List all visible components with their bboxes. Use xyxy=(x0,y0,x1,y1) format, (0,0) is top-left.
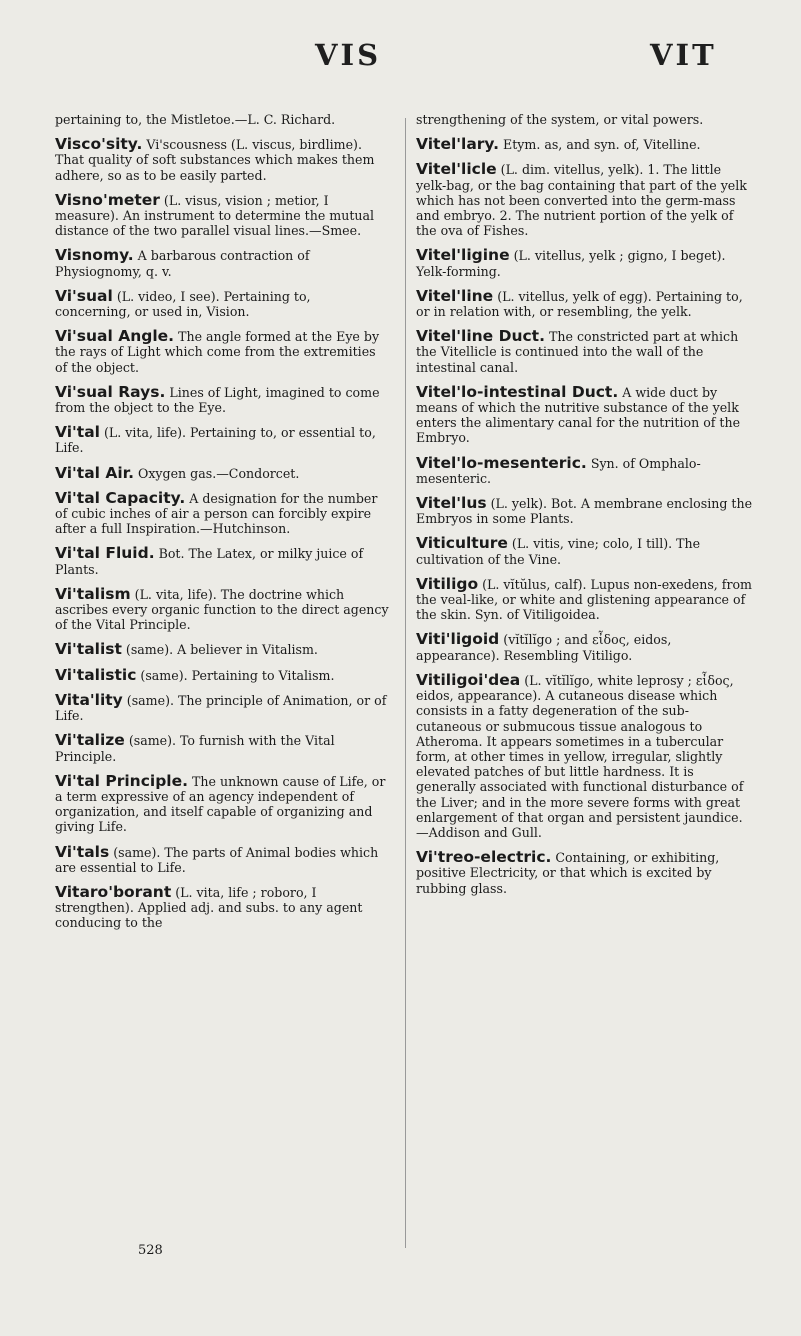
entry xyxy=(416,286,753,320)
headword: Vi'tal Principle. xyxy=(55,771,189,790)
entry-text: Syn. of Omphalo-mesenteric. xyxy=(416,455,701,486)
entry-text: A barbarous contraction of Physiognomy, q. v. xyxy=(55,248,310,279)
entry xyxy=(55,112,390,127)
headword: Vi'sual Rays. xyxy=(55,382,166,401)
entry xyxy=(416,632,753,662)
headword: Vitel'lo-intestinal Duct. xyxy=(416,382,619,401)
entry xyxy=(416,137,753,152)
headword: Vi'tals xyxy=(55,842,110,861)
entry-text: (L. vita, life). The doctrine which ascribes every organic function to the direct agency of the Vital Principle. xyxy=(55,586,389,633)
entry-text: (L. vĭtĭlĭgo, white leprosy ; εἶδος, eidos, appearance). A cutaneous disease which consists in a fatty degeneration of the sub-cutaneous or submucous tissue analogous to Atheroma. It appears sometimes in a tubercular form, at other times in yellow, irregular, slightly elevated patches of but little hardness. It is generally associated with functional disturbance of the Liver; and in the more severe forms with great enlargement of that organ and persistent jaundice.—Addison and Gull. xyxy=(416,672,744,840)
entry-text: (L. vita, life). Pertaining to, or essential to, Life. xyxy=(55,425,376,456)
entry-text: The unknown cause of Life, or a term expressive of an agency independent of organization, and itself capable of organizing and giving Life. xyxy=(55,773,386,835)
entry xyxy=(416,496,753,526)
headword: Vi'treo-electric. xyxy=(416,848,552,867)
headword: Vi'talize xyxy=(55,731,125,750)
headword: Vitaro'borant xyxy=(55,882,172,901)
entry xyxy=(55,382,390,416)
entry-text: (same). To furnish with the Vital Principle. xyxy=(55,733,335,764)
entry xyxy=(55,642,390,657)
headword: Vi'talism xyxy=(55,584,131,603)
entry xyxy=(55,665,390,684)
entry xyxy=(55,733,390,763)
right-column xyxy=(416,112,753,906)
headword: Vi'sual Angle. xyxy=(55,327,175,346)
entry xyxy=(416,453,753,486)
entry xyxy=(416,574,753,623)
headword: Vitel'licle xyxy=(416,160,497,179)
headword: Viticulture xyxy=(416,534,508,553)
entry xyxy=(55,771,390,835)
entry xyxy=(55,488,390,537)
entry-text: (vĭtĭlĭgo ; and εἶδος, eidos, appearance). Resembling Vitiligo. xyxy=(416,632,672,663)
entry xyxy=(416,850,753,896)
headword: Viti'ligoid xyxy=(416,630,500,649)
entry-text: (L. dim. vitellus, yelk). 1. The little yelk-bag, or the bag containing that part of the yelk which has not been converted into the germ-mass and embryo. 2. The nutrient portion of the yelk of the ova of Fishes. xyxy=(416,162,747,239)
headword: Vi'tal xyxy=(55,423,100,442)
headword: Vita'lity xyxy=(55,690,123,709)
entry-text: (L. video, I see). Pertaining to, concerning, or used in, Vision. xyxy=(55,288,311,320)
entry xyxy=(416,248,753,278)
entry-text: Etym. as, and syn. of, Vitelline. xyxy=(499,137,701,153)
entry xyxy=(416,670,753,840)
entry-text: pertaining to, the Mistletoe.—L. C. Richard. xyxy=(55,112,336,127)
entry xyxy=(55,137,390,183)
entry xyxy=(416,162,753,238)
entry xyxy=(55,882,390,931)
headword: Vitel'ligine xyxy=(416,246,510,265)
entry xyxy=(55,842,390,875)
headword: Vitel'line Duct. xyxy=(416,327,545,346)
headword: Visno'meter xyxy=(55,190,160,209)
entry-text: (L. vĭtŭlus, calf). Lupus non-exedens, from the veal-like, or white and glistening appearance of the skin. Syn. of Vitiligoidea. xyxy=(416,576,752,623)
entry-text: strengthening of the system, or vital powers. xyxy=(416,112,704,127)
entry xyxy=(416,382,753,446)
entry-text: A designation for the number of cubic inches of air a person can forcibly expire after a full Inspiration.—Hutchinson. xyxy=(55,490,378,537)
headword: Vi'tal Air. xyxy=(55,463,134,482)
entry-text: A wide duct by means of which the nutritive substance of the yelk enters the alimentary canal for the nutrition of the Embryo. xyxy=(416,384,741,446)
entry-text: (L. vitis, vine; colo, I till). The cultivation of the Vine. xyxy=(416,536,701,567)
entry-text: (L. visus, vision ; metior, I measure). An instrument to determine the mutual distance of the two parallel visual lines.—Smee. xyxy=(55,192,375,239)
running-header-right: VIT xyxy=(650,38,717,72)
entry-text: (same). A believer in Vitalism. xyxy=(121,642,318,658)
entry xyxy=(55,463,390,482)
headword: Vitel'lus xyxy=(416,494,487,513)
column-divider xyxy=(405,118,406,1248)
entry-text: (L. vitellus, yelk of egg). Pertaining to, or in relation with, or resembling, the yelk. xyxy=(416,288,743,320)
entry-text: (same). Pertaining to Vitalism. xyxy=(136,667,335,683)
entry-text: (same). The principle of Animation, or of Life. xyxy=(55,692,387,724)
running-header-left: VIS xyxy=(315,38,382,72)
headword: Vitiligoi'dea xyxy=(416,670,521,689)
entry xyxy=(55,546,390,576)
entry xyxy=(55,425,390,455)
entry-text: Lines of Light, imagined to come from the object to the Eye. xyxy=(55,384,380,416)
entry xyxy=(416,112,753,127)
headword: Vi'tal Capacity. xyxy=(55,488,186,507)
headword: Vitiligo xyxy=(416,574,479,593)
headword: Vi'tal Fluid. xyxy=(55,544,155,563)
entry-text: Bot. The Latex, or milky juice of Plants. xyxy=(55,546,364,577)
entry xyxy=(55,286,390,320)
entry xyxy=(55,248,390,278)
entry-text: (L. vitellus, yelk ; gigno, I beget). Yelk-forming. xyxy=(416,248,726,279)
entry-text: (L. yelk). Bot. A membrane enclosing the Embryos in some Plants. xyxy=(416,496,753,527)
entry-text: (L. vita, life ; roboro, I strengthen). Applied adj. and subs. to any agent conducing to the xyxy=(55,884,363,931)
entry xyxy=(416,536,753,566)
headword: Vi'talistic xyxy=(55,665,137,684)
entry-text: The constricted part at which the Vitellicle is continued into the wall of the intestinal canal. xyxy=(416,329,739,375)
headword: Vitel'lo-mesenteric. xyxy=(416,453,587,472)
page-number: 528 xyxy=(138,1243,163,1258)
entry-text: Vi'scousness (L. viscus, birdlime). That quality of soft substances which makes them adhere, so as to be easily parted. xyxy=(55,137,375,183)
entry-text: (same). The parts of Animal bodies which are essential to Life. xyxy=(55,844,379,875)
headword: Vi'talist xyxy=(55,640,122,659)
left-column xyxy=(55,112,390,941)
headword: Vi'sual xyxy=(55,286,113,305)
headword: Vitel'lary. xyxy=(416,135,500,154)
entry xyxy=(55,690,390,724)
headword: Visco'sity. xyxy=(55,135,143,154)
entry xyxy=(55,190,390,239)
headword: Vitel'line xyxy=(416,286,494,305)
entry-text: The angle formed at the Eye by the rays of Light which come from the extremities of the object. xyxy=(55,329,380,375)
entry-text: Oxygen gas.—Condorcet. xyxy=(134,465,300,481)
entry xyxy=(55,584,390,633)
headword: Visnomy. xyxy=(55,246,134,265)
entry-text: Containing, or exhibiting, positive Electricity, or that which is excited by rubbing glass. xyxy=(416,850,720,896)
entry xyxy=(55,329,390,375)
entry xyxy=(416,329,753,375)
